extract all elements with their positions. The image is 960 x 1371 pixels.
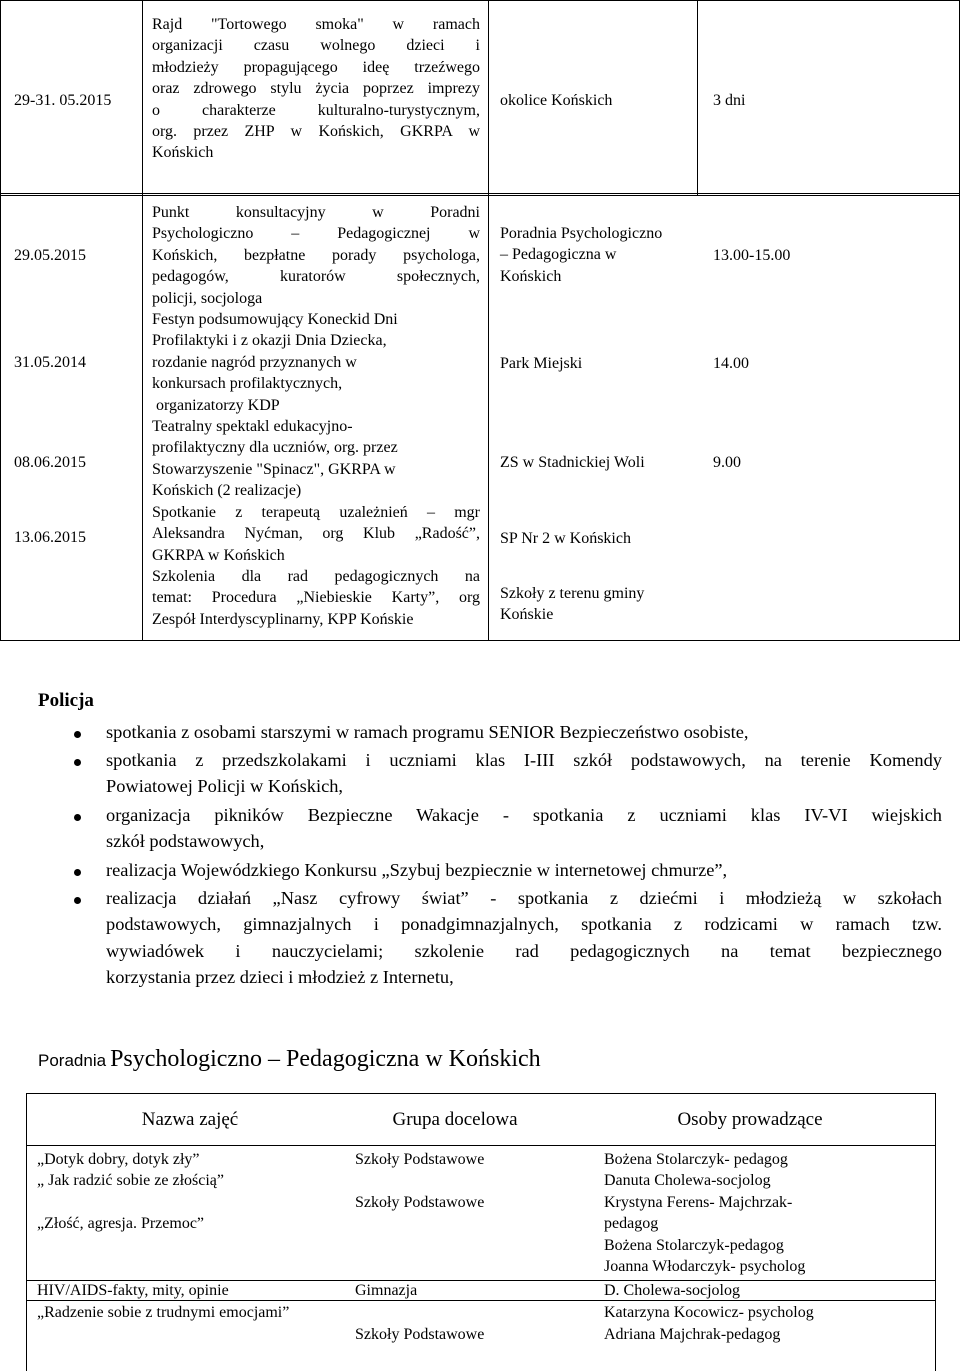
bullet-icon [74,759,81,766]
bullet-icon [74,897,81,904]
event-place: okolice Końskich [500,92,613,109]
list-item: realizacja działań „Nasz cyfrowy świat” - spotkania z dziećmi i młodzieżą w szkołach podstawowych, gimnazjalnych i ponadgimnazjalnych, spotkania z rodzicami w ramach tzw. wywiadówek i nauczycielami; szkolenie rad pedagogicznych na temat bezpiecznego korzystania przez dzieci i młodzież z Internetu, [106,888,942,988]
event-duration: 3 dni [713,92,746,109]
table-cell: „ Jak radzić sobie ze złością” [37,1172,225,1189]
column-header: Grupa docelowa [392,1109,518,1130]
table-cell: Szkoły Podstawowe [355,1194,485,1211]
table-cell: HIV/AIDS-fakty, mity, opinie [37,1282,229,1299]
table-cell: Bożena Stolarczyk- pedagog [604,1151,788,1168]
event-time: 13.00-15.00 [713,247,791,264]
column-header: Osoby prowadzące [677,1109,823,1130]
column-header: Nazwa zajęć [141,1109,239,1130]
event-description: Punkt konsultacyjny w Poradni Psychologiczno – Pedagogicznej w Końskich, bezpłatne porady psychologa, pedagogów, kuratorów społecznych, policji, socjologa Festyn podsumowujący Koneckid Dni Profilaktyki i z okazji Dnia Dziecka, rozdanie nagród przyznanych w konkursach profilaktycznych, organizatorzy KDP Teatralny spektakl edukacyjno- profilaktyczny dla uczniów, org. przez Stowarzyszenie "Spinacz", GKRPA w Końskich (2 realizacje) Spotkanie z terapeutą uzależnień – mgr Aleksandra Nyćman, org Klub „Radość”, GKRPA w Końskich Szkolenia dla rad pedagogicznych na temat: Procedura „Niebieskie Karty”, org Zespół Interdyscyplinarny, KPP Końskie [152,204,480,628]
list-item: spotkania z przedszkolakami i uczniami klas I-III szkół podstawowych, na terenie Komendy Powiatowej Policji w Końskich, [106,750,942,797]
table-cell: Szkoły Podstawowe [355,1326,485,1343]
table-cell: Danuta Cholewa-socjolog Krystyna Ferens- Majchrzak- pedagog Bożena Stolarczyk-pedagog Joanna Włodarczyk- psycholog [604,1172,806,1275]
event-date: 31.05.2014 [14,354,86,371]
table-cell: Szkoły Podstawowe [355,1151,485,1168]
police-heading: Policja [38,690,94,711]
event-place: Szkoły z terenu gminy Końskie [500,585,645,624]
event-place: ZS w Stadnickiej Woli [500,454,645,471]
event-date: 29.05.2015 [14,247,86,264]
list-item: organizacja pikników Bezpieczne Wakacje - spotkania z uczniami klas IV-VI wiejskich szkół podstawowych, [106,805,942,852]
event-place: SP Nr 2 w Końskich [500,530,631,547]
table-cell: Katarzyna Kocowicz- psycholog Adriana Majchrak-pedagog [604,1304,814,1343]
clinic-heading: Poradnia Psychologiczno – Pedagogiczna w Końskich [38,1046,541,1072]
table-cell: Gimnazja [355,1282,418,1299]
event-place: Poradnia Psychologiczno – Pedagogiczna w Końskich [500,225,663,285]
event-date: 08.06.2015 [14,454,86,471]
table-cell: „Radzenie sobie z trudnymi emocjami” [37,1304,290,1321]
bullet-icon [74,814,81,821]
event-date: 13.06.2015 [14,529,86,546]
list-item: spotkania z osobami starszymi w ramach programu SENIOR Bezpieczeństwo osobiste, [106,722,749,742]
event-time: 9.00 [713,454,741,471]
table-cell: D. Cholewa-socjolog [604,1282,740,1299]
event-date: 29-31. 05.2015 [14,92,112,109]
event-description: Rajd "Tortowego smoka" w ramach organizacji czasu wolnego dzieci i młodzieży propagującego ideę trzeźwego oraz zdrowego stylu życia poprzez imprezy o charakterze kulturalno-turystycznym, org. przez ZHP w Końskich, GKRPA w Końskich [152,16,480,162]
table-cell: „Złość, agresja. Przemoc” [37,1215,205,1232]
list-item: realizacja Wojewódzkiego Konkursu „Szybuj bezpiecznie w internetowej chmurze”, [106,860,728,880]
bullet-icon [74,869,81,876]
table-cell: „Dotyk dobry, dotyk zły” [37,1151,200,1168]
bullet-icon [74,731,81,738]
event-time: 14.00 [713,355,749,372]
event-place: Park Miejski [500,355,583,372]
